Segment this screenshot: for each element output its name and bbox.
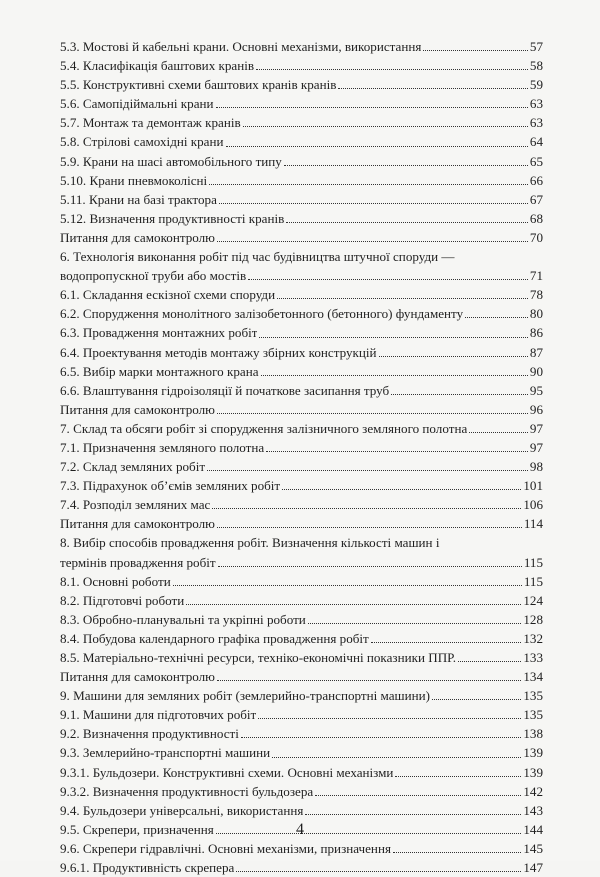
toc-entry [60, 629, 543, 648]
toc-entry [60, 113, 543, 132]
toc-leader-dots [393, 852, 521, 853]
toc-leader-dots [305, 814, 521, 815]
toc-entry-page: 98 [529, 459, 543, 475]
toc-entry-page: 66 [529, 172, 543, 188]
toc-entry-title: 9.3.1. Бульдозери. Конструктивні схеми. Основні механізми [60, 764, 394, 780]
toc-leader-dots [282, 489, 521, 490]
toc-entry-title: 5.8. Стрілові самохідні крани [60, 134, 224, 150]
toc-entry-title: Питання для самоконтролю [60, 229, 215, 245]
toc-leader-dots [256, 69, 528, 70]
toc-leader-dots [432, 699, 521, 700]
toc-entry [60, 648, 543, 667]
toc-leader-dots [226, 146, 528, 147]
toc-leader-dots [259, 337, 527, 338]
toc-entry [60, 438, 543, 457]
toc-entry-title: 9.6. Скрепери гідравлічні. Основні механізми, призначення [60, 840, 391, 856]
toc-entry [60, 171, 543, 190]
toc-entry-title: 9.3. Землерийно-транспортні машини [60, 745, 271, 761]
toc-entry-title: 7.3. Підрахунок об’ємів земляних робіт [60, 478, 281, 494]
toc-entry [60, 323, 543, 342]
toc-entry-title: 8.4. Побудова календарного графіка провадження робіт [60, 630, 369, 646]
toc-entry-page: 68 [529, 210, 543, 226]
toc-leader-dots [315, 795, 521, 796]
toc-entry-title: 5.11. Крани на базі трактора [60, 191, 217, 207]
toc-entry-page: 114 [523, 516, 543, 532]
toc-entry [60, 553, 543, 572]
toc-entry-title: 9.2. Визначення продуктивності [60, 726, 239, 742]
toc-entry-page: 78 [529, 287, 543, 303]
toc-entry-title: Питання для самоконтролю [60, 401, 215, 417]
toc-entry [60, 152, 543, 171]
toc-entry [60, 724, 543, 743]
toc-leader-dots [272, 757, 521, 758]
toc-leader-dots [371, 642, 522, 643]
toc-leader-dots [207, 470, 528, 471]
toc-leader-dots [286, 222, 528, 223]
toc-entry [60, 419, 543, 438]
toc-entry-page: 63 [529, 96, 543, 112]
toc-entry-page: 135 [523, 688, 543, 704]
toc-entry [60, 362, 543, 381]
toc-entry [60, 56, 543, 75]
toc-entry-title: 5.7. Монтаж та демонтаж кранів [60, 115, 241, 131]
toc-leader-dots [209, 184, 528, 185]
toc-entry-page: 134 [523, 669, 543, 685]
toc-leader-dots [236, 871, 521, 872]
toc-entry-page: 70 [529, 229, 543, 245]
toc-entry [60, 763, 543, 782]
toc-entry [60, 400, 543, 419]
toc-entry-page: 139 [523, 764, 543, 780]
toc-entry-page: 142 [523, 783, 543, 799]
toc-entry-page: 97 [529, 439, 543, 455]
toc-leader-dots [241, 737, 521, 738]
toc-entry [60, 686, 543, 705]
toc-leader-dots [423, 50, 528, 51]
toc-entry-title: 9.3.2. Визначення продуктивності бульдозера [60, 783, 314, 799]
toc-entry-title: 8.2. Підготовчі роботи [60, 592, 185, 608]
page-number: 4 [296, 821, 304, 838]
toc-entry-title: 5.6. Самопідіймальні крани [60, 96, 214, 112]
toc-entry-title: 8.5. Матеріально-технічні ресурси, техніко-економічні показники ППР. [60, 650, 457, 665]
toc-entry-page: 139 [523, 745, 543, 761]
toc-entry-page: 133 [523, 650, 543, 665]
toc-entry-title: 7.2. Склад земляних робіт [60, 459, 206, 475]
toc-entry-title: 7.4. Розподіл земляних мас [60, 497, 211, 513]
toc-entry-page: 115 [523, 554, 543, 570]
toc-entry [60, 304, 543, 323]
toc-leader-dots [258, 718, 521, 719]
toc-entry-heading: 8. Вибір способів провадження робіт. Визначення кількості машин і [60, 535, 440, 551]
toc-entry-page: 90 [529, 363, 543, 379]
toc-entry [60, 610, 543, 629]
toc-leader-dots [379, 356, 528, 357]
toc-entry [60, 839, 543, 858]
toc-entry-title: 6.5. Вибір марки монтажного крана [60, 363, 259, 379]
toc-entry-title: 9.1. Машини для підготовчих робіт [60, 707, 257, 723]
toc-entry-title: Питання для самоконтролю [60, 669, 215, 685]
toc-leader-dots [284, 165, 528, 166]
toc-entry-title: 8.3. Обробно-планувальні та укріпні роботи [60, 611, 306, 627]
toc-entry-page: 96 [529, 401, 543, 417]
toc-entry-page: 143 [523, 802, 543, 818]
toc-entry-heading: 6. Технологія виконання робіт під час будівництва штучної споруди — [60, 249, 455, 265]
toc-leader-dots [217, 527, 522, 528]
toc-entry [60, 801, 543, 820]
toc-entry-page: 97 [529, 420, 543, 436]
toc-entry-page: 124 [523, 592, 543, 608]
toc-entry-title: 6.2. Спорудження монолітного залізобетонного (бетонного) фундаменту [60, 306, 464, 322]
toc-entry-title: 6.3. Провадження монтажних робіт [60, 325, 258, 341]
toc-entry-page: 87 [529, 344, 543, 360]
toc-entry-title: 7. Склад та обсяги робіт зі спорудження залізничного земляного полотна [60, 420, 468, 436]
toc-entry-title: 5.12. Визначення продуктивності кранів [60, 210, 285, 226]
toc-entry-page: 86 [529, 325, 543, 341]
toc-entry-page: 63 [529, 115, 543, 131]
toc-entry [60, 667, 543, 686]
toc-entry [60, 495, 543, 514]
toc-leader-dots [261, 375, 528, 376]
toc-leader-dots [458, 661, 521, 662]
toc-entry-page: 101 [523, 478, 543, 494]
toc-entry [60, 94, 543, 113]
toc-entry [60, 743, 543, 762]
toc-entry [60, 457, 543, 476]
toc-entry [60, 476, 543, 495]
toc-entry [60, 132, 543, 151]
toc-entry [60, 75, 543, 94]
toc-entry-title: 5.4. Класифікація баштових кранів [60, 58, 255, 74]
toc-entry [60, 381, 543, 400]
toc-entry-title: водопропускної труби або мостів [60, 268, 247, 284]
toc-entry-title: 6.6. Влаштування гідроізоляції й початкове засипання труб [60, 382, 390, 398]
toc-leader-dots [469, 432, 528, 433]
toc-entry [60, 514, 543, 533]
toc-entry-page: 65 [529, 153, 543, 169]
toc-entry-page: 128 [523, 611, 543, 627]
toc-entry-page: 147 [523, 860, 543, 876]
toc-entry-title: 9.5. Скрепери, призначення [60, 821, 214, 837]
toc-entry [60, 591, 543, 610]
toc-leader-dots [219, 203, 528, 204]
toc-entry-page: 138 [523, 726, 543, 742]
toc-leader-dots [266, 451, 528, 452]
toc-leader-dots [277, 298, 528, 299]
toc-entry-page: 106 [523, 497, 543, 513]
toc-entry-page: 95 [529, 382, 543, 398]
toc-entry-title: термінів провадження робіт [60, 554, 216, 570]
toc-entry-page: 71 [529, 268, 543, 284]
toc-entry-title: 9. Машини для земляних робіт (землерийно-транспортні машини) [60, 688, 431, 704]
toc-entry-title: 6.4. Проектування методів монтажу збірних конструкцій [60, 344, 377, 360]
toc-entry [60, 705, 543, 724]
toc-leader-dots [217, 241, 528, 242]
toc-entry-title: 9.4. Бульдозери універсальні, використання [60, 802, 304, 818]
toc-entry-title: 5.10. Крани пневмоколісні [60, 172, 208, 188]
toc-entry-title: 6.1. Складання ескізної схеми споруди [60, 287, 276, 303]
toc-leader-dots [217, 680, 521, 681]
toc-entry-title: Питання для самоконтролю [60, 516, 215, 532]
toc-entry-page: 135 [523, 707, 543, 723]
toc-entry-page: 64 [529, 134, 543, 150]
toc-entry [60, 209, 543, 228]
toc-entry-page: 144 [523, 821, 543, 837]
toc-leader-dots [216, 107, 528, 108]
toc-entry [60, 343, 543, 362]
toc-leader-dots [391, 394, 528, 395]
toc-entry [60, 37, 543, 56]
toc-entry-page: 80 [529, 306, 543, 322]
toc-entry-page: 132 [523, 630, 543, 646]
toc-leader-dots [465, 317, 528, 318]
toc-entry-title: 9.6.1. Продуктивність скрепера [60, 860, 235, 876]
toc-leader-dots [248, 279, 528, 280]
toc-entry-page: 57 [529, 39, 543, 54]
toc-entry [60, 782, 543, 801]
toc-entry-page: 58 [529, 58, 543, 74]
toc-leader-dots [243, 126, 528, 127]
toc-entry-page: 145 [523, 840, 543, 856]
toc-entry-title: 7.1. Призначення земляного полотна [60, 439, 265, 455]
toc-leader-dots [212, 508, 521, 509]
toc-entry [60, 572, 543, 591]
toc-leader-dots [186, 604, 521, 605]
toc-entry [60, 266, 543, 285]
toc-entry-page: 115 [523, 573, 543, 589]
table-of-contents [60, 37, 543, 877]
toc-entry [60, 285, 543, 304]
toc-entry [60, 190, 543, 209]
toc-leader-dots [338, 88, 527, 89]
toc-entry-title: 8.1. Основні роботи [60, 573, 171, 589]
toc-entry-title: 5.9. Крани на шасі автомобільного типу [60, 153, 282, 169]
toc-entry-page: 67 [529, 191, 543, 207]
toc-entry-page: 59 [529, 77, 543, 93]
toc-leader-dots [217, 413, 528, 414]
toc-entry-title: 5.5. Конструктивні схеми баштових кранів кранів [60, 77, 337, 93]
toc-leader-dots [173, 585, 522, 586]
toc-entry [60, 228, 543, 247]
toc-entry-title: 5.3. Мостові й кабельні крани. Основні механізми, використання [60, 39, 422, 54]
toc-leader-dots [395, 776, 521, 777]
toc-leader-dots [308, 623, 522, 624]
toc-leader-dots [218, 566, 522, 567]
